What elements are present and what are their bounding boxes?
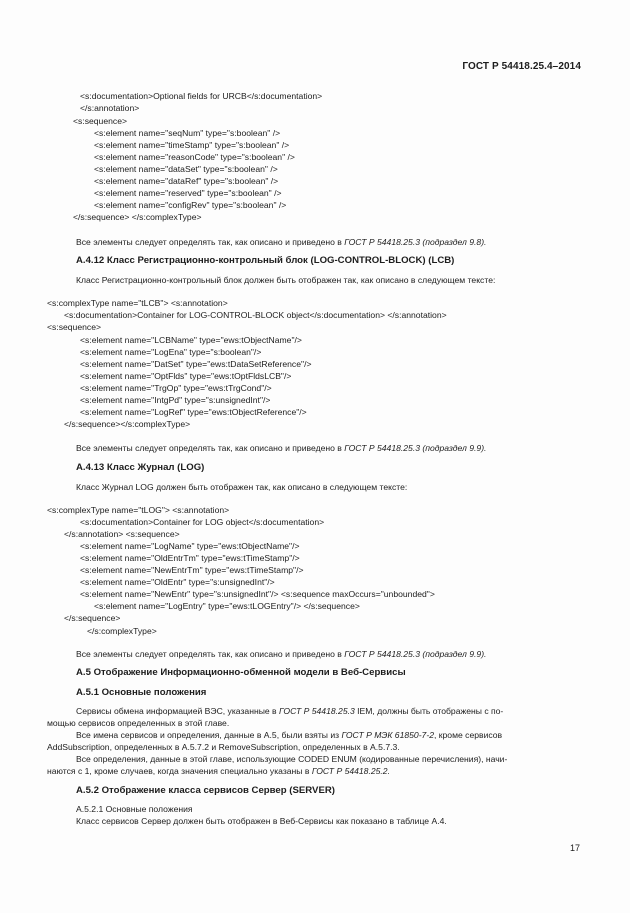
code-line: <s:sequence> [73,116,127,126]
section-heading-a412: А.4.12 Класс Регистрационно-контрольный блок (LOG-CONTROL-BLOCK) (LCB) [76,255,455,266]
code-line: </s:sequence> [64,613,121,623]
code-line: <s:element name="LogName" type="ews:tObjectName"/> [80,541,300,551]
subsection-title: А.5.2.1 Основные положения [76,804,193,814]
code-line: <s:element name="DatSet" type="ews:tDataSetReference"/> [80,359,312,369]
code-line: </s:sequence></s:complexType> [64,419,191,429]
code-line: <s:documentation>Container for LOG-CONTROL-BLOCK object</s:documentation> </s:annotation> [64,310,447,320]
reference-note: Все элементы следует определять так, как описано и приведено в ГОСТ Р 54418.25.3 (подраздел 9.9). [76,443,487,453]
section-heading-a413: А.4.13 Класс Журнал (LOG) [76,462,205,473]
code-line: <s:element name="LCBName" type="ews:tObjectName"/> [80,335,302,345]
paragraph-line: мощью сервисов определенных в этой главе. [47,718,230,728]
code-line: </s:annotation> <s:sequence> [64,529,180,539]
code-line: <s:element name="LogEna" type="s:boolean"/> [80,347,262,357]
code-line: </s:annotation> [80,103,140,113]
page-number: 17 [569,843,580,853]
paragraph-line: наются с 1, кроме случаев, когда значения специально указаны в ГОСТ Р 54418.25.2. [47,766,390,776]
code-line: <s:element name="seqNum" type="s:boolean" /> [94,128,281,138]
paragraph-line: Все определения, данные в этой главе, использующие CODED ENUM (кодированные перечисления), начи- [76,754,508,764]
code-line: <s:documentation>Container for LOG object</s:documentation> [80,517,325,527]
code-line: <s:element name="LogEntry" type="ews:tLOGEntry"/> </s:sequence> [94,601,360,611]
code-line: <s:element name="OldEntr" type="s:unsignedInt"/> [80,577,275,587]
paragraph-line: AddSubscription, определенных в А.5.7.2 и RemoveSubscription, определенных в А.5.7.3. [47,742,400,752]
paragraph-line: Сервисы обмена информацией ВЭС, указанные в ГОСТ Р 54418.25.3 IEM, должны быть отображены с по- [76,706,504,716]
code-line: <s:element name="dataSet" type="s:boolean" /> [94,164,278,174]
code-line: <s:element name="TrgOp" type="ews:tTrgCond"/> [80,383,272,393]
paragraph-line: Класс сервисов Сервер должен быть отображен в Веб-Сервисы как показано в таблице А.4. [76,816,447,826]
section-heading-a51: А.5.1 Основные положения [76,687,207,698]
paragraph-line: Все имена сервисов и определения, данные в А.5, были взяты из ГОСТ Р МЭК 61850-7-2, кроме сервисов [76,730,503,740]
code-line: <s:element name="reserved" type="s:boolean" /> [94,188,282,198]
code-line: <s:element name="OldEntrTm" type="ews:tTimeStamp"/> [80,553,300,563]
code-line: <s:element name="dataRef" type="s:boolean" /> [94,176,279,186]
section-heading-a52: А.5.2 Отображение класса сервисов Сервер (SERVER) [76,785,335,796]
code-line: <s:sequence> [47,322,101,332]
code-line: <s:element name="OptFlds" type="ews:tOptFldsLCB"/> [80,371,292,381]
code-line: <s:documentation>Optional fields for URCB</s:documentation> [80,91,323,101]
section-intro: Класс Регистрационно-контрольный блок должен быть отображен так, как описано в следующем тексте: [76,275,496,285]
code-line: <s:complexType name="tLOG"> <s:annotation> [47,505,230,515]
standard-header: ГОСТ Р 54418.25.4–2014 [462,61,581,72]
code-line: <s:element name="reasonCode" type="s:boolean" /> [94,152,295,162]
code-line: <s:element name="LogRef" type="ews:tObjectReference"/> [80,407,307,417]
reference-note: Все элементы следует определять так, как описано и приведено в ГОСТ Р 54418.25.3 (подраздел 9.9). [76,649,487,659]
code-line: <s:element name="NewEntr" type="s:unsignedInt"/> <s:sequence maxOccurs="unbounded"> [80,589,435,599]
code-line: <s:element name="configRev" type="s:boolean" /> [94,200,287,210]
reference-note: Все элементы следует определять так, как описано и приведено в ГОСТ Р 54418.25.3 (подраздел 9.8). [76,237,487,247]
code-line: <s:element name="timeStamp" type="s:boolean" /> [94,140,290,150]
code-line: <s:element name="IntgPd" type="s:unsignedInt"/> [80,395,271,405]
code-line: </s:sequence> </s:complexType> [73,212,202,222]
code-line: </s:complexType> [87,626,157,636]
code-line: <s:element name="NewEntrTm" type="ews:tTimeStamp"/> [80,565,304,575]
section-intro: Класс Журнал LOG должен быть отображен так, как описано в следующем тексте: [76,482,408,492]
code-line: <s:complexType name="tLCB"> <s:annotation> [47,298,228,308]
section-heading-a5: А.5 Отображение Информационно-обменной модели в Веб-Сервисы [76,667,406,678]
